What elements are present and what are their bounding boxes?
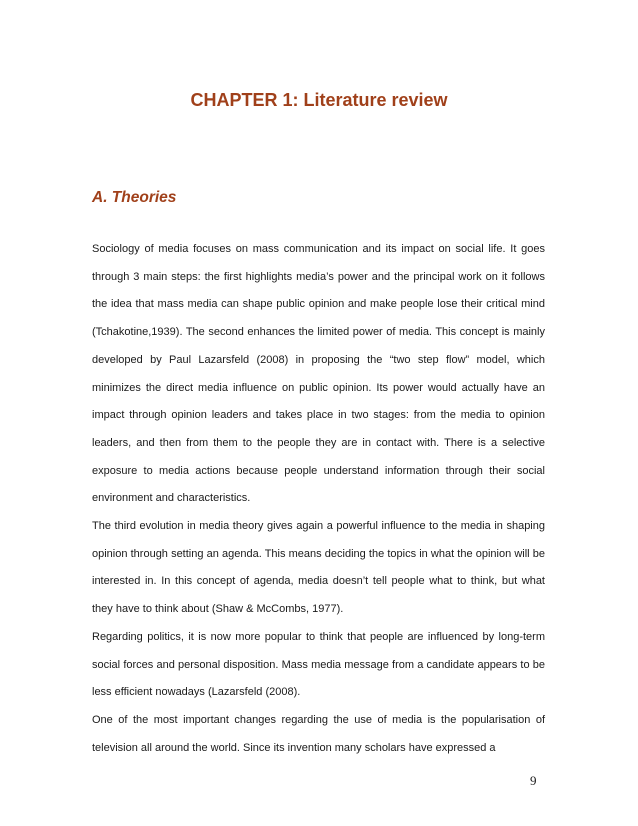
- paragraph: The third evolution in media theory gives again a powerful influence to the media in shaping opinion through setting an agenda. This means deciding the topics in what the opinion will be interested in. In this concept of agenda, media doesn’t tell people what to think, but what they have to think about (Shaw & McCombs, 1977).: [92, 520, 545, 616]
- paragraph: Sociology of media focuses on mass communication and its impact on social life. It goes through 3 main steps: the first highlights media’s power and the principal work on it follows the idea that mass media can shape public opinion and make people lose their critical mind (Tchakotine,1939). The second enhances the limited power of media. This concept is mainly developed by Paul Lazarsfeld (2008) in proposing the “two step flow” model, which minimizes the direct media influence on public opinion. Its power would actually have an impact through opinion leaders and takes place in two stages: from the media to opinion leaders, and then from them to the people they are in contact with. There is a selective exposure to media actions because people understand information through their social environment and characteristics.: [92, 243, 545, 505]
- paragraph: One of the most important changes regarding the use of media is the popularisation of television all around the world. Since its invention many scholars have expressed a: [92, 713, 545, 754]
- body-text: [92, 236, 545, 762]
- paragraph: Regarding politics, it is now more popular to think that people are influenced by long-term social forces and personal disposition. Mass media message from a candidate appears to be less efficient nowadays (Lazarsfeld (2008).: [92, 630, 545, 699]
- chapter-title: CHAPTER 1: Literature review: [190, 90, 448, 110]
- page-number: 9: [530, 773, 537, 788]
- section-heading: A. Theories: [92, 189, 177, 206]
